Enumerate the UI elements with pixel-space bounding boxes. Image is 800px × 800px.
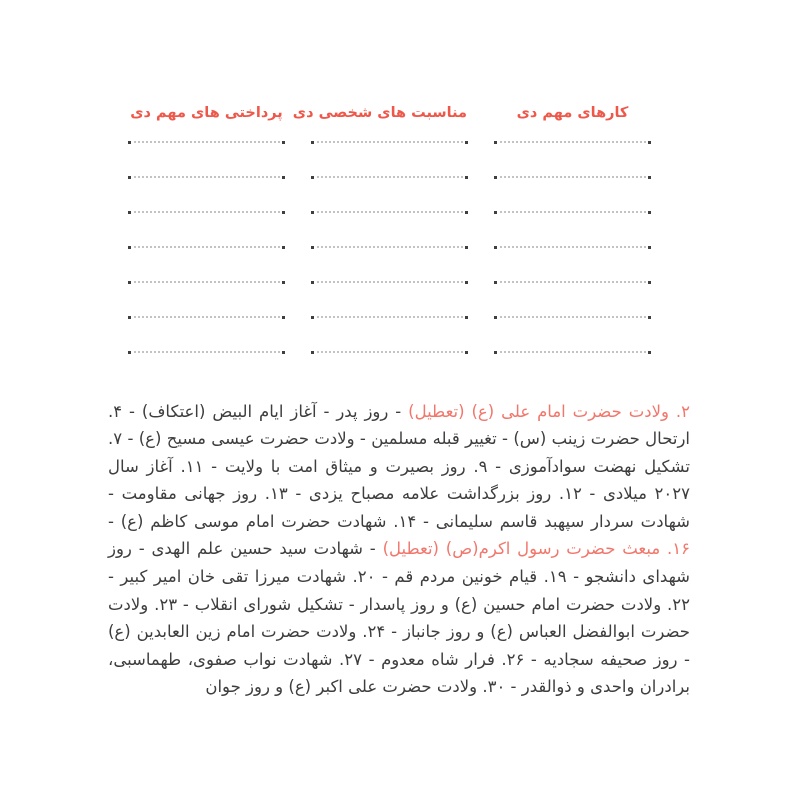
writing-line	[495, 351, 650, 355]
column-important-payments	[129, 103, 284, 386]
writing-line	[129, 351, 284, 355]
column-personal-occasions	[292, 103, 467, 386]
writing-line	[129, 316, 284, 320]
writing-lines-group	[312, 141, 467, 386]
column-header-important-payments: پرداختی های مهم دی	[130, 105, 283, 121]
writing-line	[129, 211, 284, 215]
monthly-events-paragraph	[108, 398, 690, 702]
writing-line	[312, 141, 467, 145]
column-header-important-tasks: کارهای مهم دی	[516, 105, 629, 121]
event-segment-holiday: ۱۶. مبعث حضرت رسول اکرم(ص) (تعطیل)	[382, 539, 690, 559]
column-header-personal-occasions: مناسبت های شخصی دی	[292, 105, 467, 121]
writing-line	[312, 316, 467, 320]
writing-line	[495, 281, 650, 285]
writing-line	[129, 281, 284, 285]
writing-line	[495, 246, 650, 250]
writing-lines-group	[129, 141, 284, 386]
writing-lines-group	[495, 141, 650, 386]
event-segment: - روز پدر - آغاز ایام البیض (اعتکاف) - ۴. ارتحال حضرت زینب (س) - تغییر قبله مسلمین - ولادت حضرت عیسی مسیح (ع) - ۷. تشکیل نهضت سوادآموزی - ۹. روز بصیرت و میثاق امت با ولایت - ۱۱. آغاز سال ۲۰۲۷ میلادی - ۱۲. روز بزرگداشت علامه مصباح یزدی - ۱۳. روز جهانی مقاومت - شهادت سردار سپهبد قاسم سلیمانی - ۱۴. شهادت حضرت امام موسی کاظم (ع) -	[108, 401, 691, 531]
writing-line	[495, 316, 650, 320]
writing-line	[129, 141, 284, 145]
writing-line	[312, 211, 467, 215]
writing-line	[129, 246, 284, 250]
writing-line	[495, 141, 650, 145]
event-segment-holiday: ۲. ولادت حضرت امام علی (ع) (تعطیل)	[408, 401, 690, 421]
column-important-tasks	[495, 103, 650, 386]
writing-line	[129, 176, 284, 180]
writing-line	[312, 351, 467, 355]
writing-line	[312, 176, 467, 180]
writing-line	[312, 246, 467, 250]
writing-line	[495, 176, 650, 180]
writing-line	[312, 281, 467, 285]
writing-line	[495, 211, 650, 215]
planner-columns	[129, 103, 650, 386]
event-segment: - شهادت سید حسین علم الهدی - روز شهدای دانشجو - ۱۹. قیام خونین مردم قم - ۲۰. شهادت میرزا تقی خان امیر کبیر - ۲۲. ولادت حضرت امام حسین (ع) و روز پاسدار - تشکیل شورای انقلاب - ۲۳. ولادت حضرت ابوالفضل العباس (ع) و روز جانباز - ۲۴. ولادت حضرت امام زین العابدین (ع) - روز صحیفه سجادیه - ۲۶. فرار شاه معدوم - ۲۷. شهادت نواب صفوی، طهماسبی، برادران واحدی و ذوالقدر - ۳۰. ولادت حضرت علی اکبر (ع) و روز جوان	[108, 539, 691, 697]
